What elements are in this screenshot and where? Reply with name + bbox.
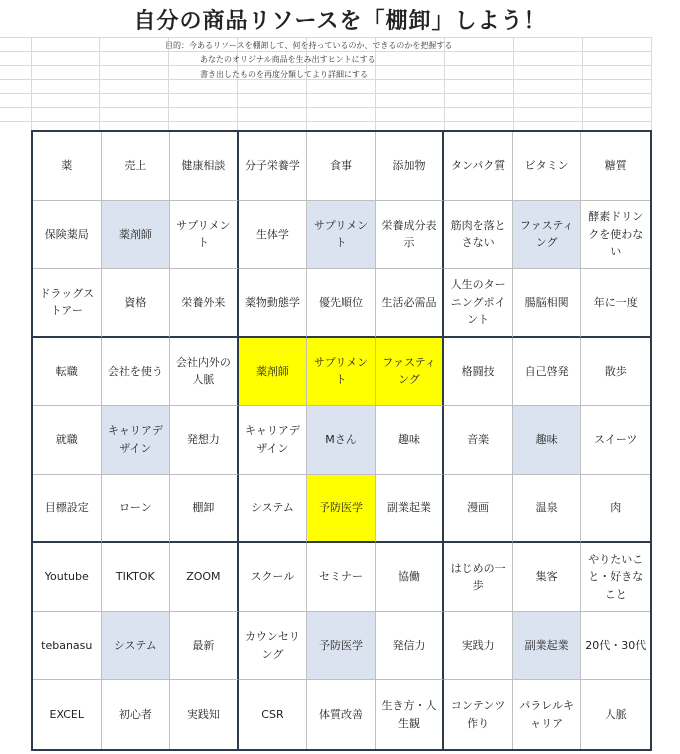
grid-cell[interactable]: 薬剤師 xyxy=(239,338,308,407)
grid-cell[interactable]: 副業起業 xyxy=(513,612,582,681)
grid-cell[interactable]: 温泉 xyxy=(513,475,582,544)
grid-cell[interactable]: 分子栄養学 xyxy=(239,132,308,201)
grid-cell[interactable]: ファスティング xyxy=(513,201,582,270)
grid-cell[interactable]: サプリメント xyxy=(307,338,376,407)
grid-cell[interactable]: 趣味 xyxy=(376,406,445,475)
grid-cell[interactable]: ZOOM xyxy=(170,543,239,612)
grid-cell[interactable]: 副業起業 xyxy=(376,475,445,544)
grid-cell[interactable]: 薬 xyxy=(33,132,102,201)
grid-cell[interactable]: 人脈 xyxy=(604,707,627,721)
grid-cell[interactable]: カウンセリング xyxy=(239,612,308,681)
grid-cell[interactable]: Mさん xyxy=(307,406,376,475)
grid-cell[interactable]: 糖質 xyxy=(581,132,650,201)
grid-cell[interactable]: ビタミン xyxy=(513,132,582,201)
page-title: 自分の商品リソースを「棚卸」しよう！ xyxy=(133,9,547,34)
grid-cell[interactable]: Youtube xyxy=(33,543,102,612)
grid-cell[interactable]: 優先順位 xyxy=(307,269,376,338)
grid-cell[interactable]: 散歩 xyxy=(581,338,650,407)
grid-cell[interactable]: タンパク質 xyxy=(444,132,513,201)
grid-cell[interactable]: 生活必需品 xyxy=(376,269,445,338)
grid-cell[interactable]: tebanasu xyxy=(33,612,102,681)
grid-cell[interactable]: 格闘技 xyxy=(444,338,513,407)
grid-cell[interactable]: 保険薬局 xyxy=(33,201,102,270)
purpose-line-1: 目的：今あるリソースを棚卸して、何を持っているのか、できるのかを把握する xyxy=(165,41,453,50)
grid-cell[interactable]: 20代・30代 xyxy=(581,612,650,681)
grid-cell[interactable]: キャリアデザイン xyxy=(239,406,308,475)
grid-cell[interactable]: パラレルキャリア xyxy=(513,680,582,749)
grid-cell[interactable]: 人生のターニングポイント xyxy=(444,269,513,338)
grid-cell[interactable]: システム xyxy=(102,612,171,681)
grid-cell[interactable]: コンテンツ作り xyxy=(444,680,513,749)
grid-cell[interactable]: 初心者 xyxy=(102,680,171,749)
grid-cell[interactable]: サプリメント xyxy=(307,201,376,270)
grid-cell[interactable]: 趣味 xyxy=(513,406,582,475)
grid-cell[interactable]: 実践知 xyxy=(170,680,239,749)
grid-cell[interactable]: やりたいこと・好きなこと xyxy=(581,543,650,612)
grid-cell[interactable]: 生体学 xyxy=(239,201,308,270)
grid-cell[interactable]: スイーツ xyxy=(581,406,650,475)
grid-cell[interactable]: 就職 xyxy=(33,406,102,475)
grid-cell[interactable]: 自己啓発 xyxy=(513,338,582,407)
purpose-line-3: 書き出したものを再度分類してより詳細にする xyxy=(200,70,368,79)
grid-cell[interactable]: スクール xyxy=(239,543,308,612)
grid-cell[interactable]: キャリアデザイン xyxy=(102,406,171,475)
grid-cell[interactable]: セミナー xyxy=(307,543,376,612)
grid-cell[interactable]: 発信力 xyxy=(376,612,445,681)
grid-cell[interactable]: 目標設定 xyxy=(33,475,102,544)
purpose-line-2: あなたのオリジナル商品を生み出すヒントにする xyxy=(200,55,376,64)
grid-cell[interactable]: ファスティング xyxy=(376,338,445,407)
grid-cell[interactable]: 協働 xyxy=(376,543,445,612)
grid-cell[interactable]: 生き方・人生観 xyxy=(376,680,445,749)
grid-cell[interactable]: 最新 xyxy=(170,612,239,681)
grid-cell[interactable]: はじめの一歩 xyxy=(444,543,513,612)
grid-cell[interactable]: CSR xyxy=(239,680,308,749)
grid-cell[interactable]: サプリメント xyxy=(170,201,239,270)
grid-cell[interactable]: 年に一度 xyxy=(581,269,650,338)
grid-cell[interactable]: EXCEL xyxy=(33,680,102,749)
grid-cell[interactable]: 発想力 xyxy=(170,406,239,475)
grid-cell[interactable]: 肉 xyxy=(581,475,650,544)
grid-cell[interactable]: 予防医学 xyxy=(307,475,376,544)
grid-cell[interactable]: 栄養成分表示 xyxy=(376,201,445,270)
grid-cell[interactable]: ドラッグストアー xyxy=(33,269,102,338)
grid-cell[interactable]: 体質改善 xyxy=(307,680,376,749)
grid-cell[interactable]: 腸脳相関 xyxy=(513,269,582,338)
grid-cell[interactable]: 栄養外来 xyxy=(170,269,239,338)
grid-cell[interactable]: 集客 xyxy=(513,543,582,612)
grid-cell[interactable]: 棚卸 xyxy=(170,475,239,544)
grid-cell[interactable]: 食事 xyxy=(307,132,376,201)
grid-cell[interactable]: 漫画 xyxy=(444,475,513,544)
grid-cell[interactable]: 売上 xyxy=(102,132,171,201)
grid-cell[interactable]: TIKTOK xyxy=(102,543,171,612)
grid-cell[interactable]: 添加物 xyxy=(376,132,445,201)
grid-cell[interactable]: 薬剤師 xyxy=(102,201,171,270)
grid-cell[interactable]: 会社を使う xyxy=(102,338,171,407)
grid-cell[interactable]: 転職 xyxy=(33,338,102,407)
grid-cell[interactable]: 予防医学 xyxy=(307,612,376,681)
grid-cell[interactable]: 会社内外の人脈 xyxy=(170,338,239,407)
grid-cell[interactable]: ローン xyxy=(102,475,171,544)
grid-cell[interactable]: システム xyxy=(239,475,308,544)
mandala-grid xyxy=(31,130,652,751)
grid-cell[interactable]: 健康相談 xyxy=(170,132,239,201)
grid-cell[interactable]: 薬物動態学 xyxy=(239,269,308,338)
grid-cell[interactable]: 酵素ドリンクを使わない xyxy=(581,201,650,270)
grid-cell[interactable]: 実践力 xyxy=(444,612,513,681)
grid-cell[interactable]: 資格 xyxy=(102,269,171,338)
grid-cell[interactable]: 筋肉を落とさない xyxy=(444,201,513,270)
grid-cell[interactable]: 音楽 xyxy=(444,406,513,475)
